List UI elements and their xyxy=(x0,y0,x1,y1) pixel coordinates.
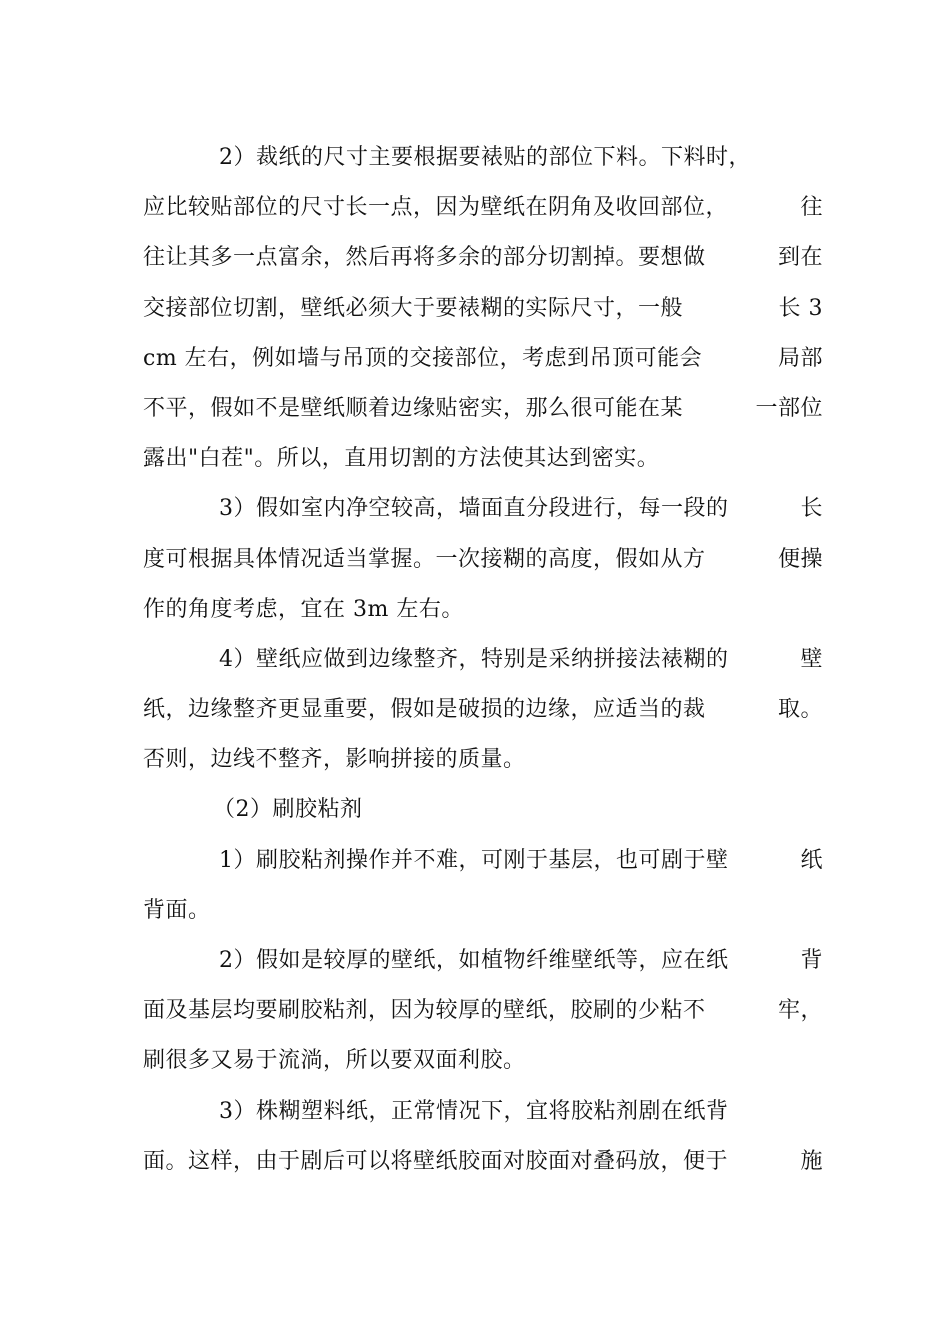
text-segment: 2）裁纸的尺寸主要根据要裱贴的部位下料。下料时， xyxy=(219,145,751,170)
text-segment: 2）假如是较厚的壁纸，如植物纤维壁纸等，应在纸 xyxy=(219,948,729,973)
text-line xyxy=(143,685,823,735)
text-segment: 度可根据具体情况适当掌握。一次接糊的高度，假如从方 xyxy=(143,546,706,572)
text-line xyxy=(143,585,823,635)
text-line xyxy=(143,434,823,484)
text-segment: cm 左右，例如墙与吊顶的交接部位，考虑到吊顶可能会 xyxy=(143,345,703,371)
text-line xyxy=(143,936,823,986)
text-segment: 否则，边线不整齐，影响拼接的质量。 xyxy=(143,747,526,773)
text-segment: （2）刷胶粘剂 xyxy=(213,797,363,823)
text-segment: 纸，边缘整齐更显重要，假如是破损的边缘，应适当的裁 xyxy=(143,697,706,723)
text-line xyxy=(143,836,823,886)
text-segment: 交接部位切割，壁纸必须大于要裱糊的实际尺寸，一般 xyxy=(143,295,684,321)
text-line xyxy=(143,1087,823,1137)
text-line xyxy=(143,1036,823,1086)
text-line xyxy=(143,233,823,283)
text-segment: 面。这样，由于剧后可以将壁纸胶面对胶面对叠码放，便于 xyxy=(143,1148,729,1174)
text-segment: 刷很多又易于流淌，所以要双面利胶。 xyxy=(143,1048,526,1074)
text-line xyxy=(143,284,823,334)
text-segment: 往让其多一点富余，然后再将多余的部分切割掉。要想做 xyxy=(143,245,706,271)
text-segment: 取。 xyxy=(777,697,823,723)
text-line xyxy=(143,1137,823,1187)
text-segment: 作的角度考虑，宜在 3m 左右。 xyxy=(143,596,464,622)
text-segment: 3）株糊塑料纸，正常情况下，宜将胶粘剂剧在纸背 xyxy=(219,1098,729,1124)
text-line xyxy=(143,785,823,835)
text-segment: 长 3 xyxy=(778,295,823,321)
text-segment: 长 xyxy=(800,496,823,522)
text-segment: 壁 xyxy=(800,646,823,672)
text-line xyxy=(143,986,823,1036)
text-line xyxy=(143,183,823,233)
text-segment: 背 xyxy=(800,948,823,973)
text-segment: 纸 xyxy=(800,847,823,873)
text-segment: 不平，假如不是壁纸顺着边缘贴密实，那么很可能在某 xyxy=(143,395,684,421)
text-segment: 到在 xyxy=(777,245,823,271)
document-body xyxy=(143,133,823,1187)
text-segment: 露出"白茬"。所以，直用切割的方法使其达到密实。 xyxy=(143,446,660,472)
text-line xyxy=(143,886,823,936)
text-line xyxy=(143,635,823,685)
text-segment: 面及基层均要刷胶粘剂，因为较厚的壁纸，胶刷的少粘不 xyxy=(143,998,706,1024)
text-segment: 3）假如室内净空较高，墙面直分段进行，每一段的 xyxy=(219,496,729,522)
text-line xyxy=(143,133,823,183)
text-segment: 一部位 xyxy=(755,395,823,421)
text-segment: 4）壁纸应做到边缘整齐，特别是采纳拼接法裱糊的 xyxy=(219,646,729,672)
text-segment: 背面。 xyxy=(143,897,211,923)
text-segment: 应比较贴部位的尺寸长一点，因为壁纸在阴角及收回部位， xyxy=(143,195,729,221)
text-segment: 施 xyxy=(800,1148,823,1174)
text-line xyxy=(143,484,823,534)
text-line xyxy=(143,384,823,434)
text-line xyxy=(143,535,823,585)
text-segment: 局部 xyxy=(777,345,823,371)
text-segment: 牢， xyxy=(777,998,823,1024)
text-segment: 便操 xyxy=(777,546,823,572)
text-line xyxy=(143,735,823,785)
text-line xyxy=(143,334,823,384)
text-segment: 往 xyxy=(800,195,823,221)
text-segment: 1）刷胶粘剂操作并不难，可刚于基层，也可剧于壁 xyxy=(219,847,729,873)
